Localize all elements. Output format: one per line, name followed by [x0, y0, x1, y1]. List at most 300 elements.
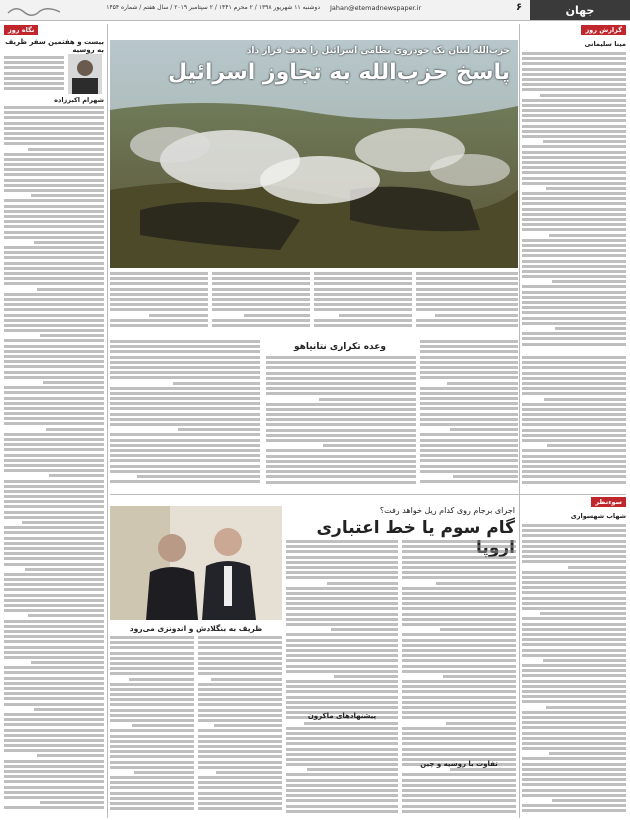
text-line — [522, 52, 626, 55]
left-column-title: بیست و هفتمین سفر ظریف به روسیه — [5, 38, 104, 54]
text-line — [402, 680, 516, 683]
text-line — [4, 749, 104, 752]
text-line — [522, 78, 626, 81]
text-line — [420, 392, 518, 395]
text-line — [198, 797, 282, 800]
text-line — [402, 711, 516, 714]
text-line — [331, 628, 398, 631]
text-line — [4, 173, 104, 176]
text-line — [323, 444, 416, 447]
text-line — [402, 659, 516, 662]
right-column-body-lower — [522, 356, 626, 490]
text-line — [4, 739, 104, 742]
text-line — [286, 789, 398, 792]
text-line — [522, 737, 626, 740]
text-line — [314, 303, 412, 306]
text-line — [402, 545, 516, 548]
text-line — [4, 56, 64, 59]
lead-body-col3 — [212, 272, 310, 334]
lead-headline: پاسخ حزب‌الله به تجاوز اسرائیل — [167, 60, 510, 85]
text-line — [402, 633, 516, 636]
text-line — [4, 454, 104, 457]
middle-story-body-left — [110, 340, 260, 490]
text-line — [402, 716, 516, 719]
text-line — [4, 412, 104, 415]
text-line — [4, 511, 104, 514]
text-line — [4, 142, 104, 145]
text-line — [198, 807, 282, 810]
text-line — [319, 398, 417, 401]
text-line — [402, 566, 516, 569]
text-line — [286, 706, 398, 709]
text-line — [402, 576, 516, 579]
text-line — [110, 470, 260, 473]
text-line — [31, 661, 104, 664]
text-line — [402, 779, 516, 782]
text-line — [402, 550, 516, 553]
text-line — [522, 560, 626, 563]
text-line — [110, 657, 194, 660]
text-line — [286, 649, 398, 652]
text-line — [522, 265, 626, 268]
text-line — [447, 382, 518, 385]
text-line — [4, 573, 104, 576]
text-line — [110, 303, 208, 306]
text-line — [4, 583, 104, 586]
text-line — [4, 433, 104, 436]
text-line — [4, 205, 104, 208]
text-line — [4, 251, 104, 254]
text-line — [522, 322, 626, 325]
text-line — [522, 403, 626, 406]
text-line — [402, 618, 516, 621]
text-line — [110, 786, 194, 789]
text-line — [212, 282, 310, 285]
text-line — [4, 137, 104, 140]
text-line — [4, 246, 104, 249]
text-line — [522, 99, 626, 102]
text-line — [110, 361, 260, 364]
text-line — [522, 130, 626, 133]
text-line — [420, 449, 518, 452]
text-line — [522, 747, 626, 750]
text-line — [137, 475, 260, 478]
text-line — [4, 770, 104, 773]
text-line — [522, 343, 626, 346]
text-line — [34, 708, 104, 711]
text-line — [522, 392, 626, 395]
text-line — [420, 418, 518, 421]
text-line — [402, 810, 516, 813]
text-line — [110, 745, 194, 748]
text-line — [522, 623, 626, 626]
text-line — [110, 636, 194, 639]
text-line — [402, 773, 516, 776]
text-line — [40, 334, 104, 337]
text-line — [522, 597, 626, 600]
text-line — [4, 469, 104, 472]
text-line — [420, 366, 518, 369]
text-line — [4, 158, 104, 161]
text-line — [552, 280, 626, 283]
text-line — [212, 293, 310, 296]
text-line — [327, 582, 398, 585]
text-line — [198, 750, 282, 753]
text-line — [198, 667, 282, 670]
text-line — [522, 680, 626, 683]
text-line — [4, 256, 104, 259]
text-line — [198, 662, 282, 665]
text-line — [4, 760, 104, 763]
text-line — [4, 61, 64, 64]
text-line — [4, 282, 104, 285]
text-line — [286, 742, 398, 745]
text-line — [402, 623, 516, 626]
text-line — [522, 88, 626, 91]
text-line — [522, 591, 626, 594]
text-line — [522, 68, 626, 71]
text-line — [522, 690, 626, 693]
text-line — [266, 408, 416, 411]
text-line — [110, 413, 260, 416]
sub-heading-2: تفاوت با روسیه و چین — [420, 760, 498, 768]
text-line — [546, 706, 626, 709]
text-line — [522, 732, 626, 735]
text-line — [37, 288, 104, 291]
text-line — [522, 125, 626, 128]
text-line — [543, 140, 626, 143]
text-line — [286, 571, 398, 574]
text-line — [4, 578, 104, 581]
text-line — [522, 418, 626, 421]
text-line — [266, 423, 416, 426]
text-line — [420, 397, 518, 400]
text-line — [110, 735, 194, 738]
text-line — [314, 319, 412, 322]
text-line — [198, 729, 282, 732]
text-line — [286, 597, 398, 600]
text-line — [286, 613, 398, 616]
text-line — [307, 768, 398, 771]
text-line — [4, 775, 104, 778]
text-line — [110, 277, 208, 280]
text-line — [522, 244, 626, 247]
text-line — [436, 582, 516, 585]
text-line — [522, 104, 626, 107]
text-line — [286, 644, 398, 647]
text-line — [110, 792, 194, 795]
text-line — [522, 317, 626, 320]
text-line — [522, 109, 626, 112]
text-line — [37, 754, 104, 757]
text-line — [110, 418, 260, 421]
text-line — [314, 324, 412, 327]
text-line — [198, 688, 282, 691]
text-line — [110, 755, 194, 758]
lead-body-col1 — [416, 272, 518, 334]
text-line — [198, 698, 282, 701]
text-line — [4, 324, 104, 327]
text-line — [266, 449, 416, 452]
text-line — [110, 802, 194, 805]
text-line — [110, 729, 194, 732]
text-line — [522, 700, 626, 703]
text-line — [4, 806, 104, 809]
text-line — [4, 443, 104, 446]
text-line — [286, 784, 398, 787]
text-line — [110, 766, 194, 769]
text-line — [4, 127, 104, 130]
text-line — [4, 557, 104, 560]
text-line — [4, 272, 104, 275]
text-line — [402, 727, 516, 730]
text-line — [266, 439, 416, 442]
text-line — [49, 474, 104, 477]
text-line — [402, 701, 516, 704]
text-line — [43, 381, 104, 384]
text-line — [110, 454, 260, 457]
text-line — [4, 220, 104, 223]
text-line — [402, 571, 516, 574]
text-line — [286, 680, 398, 683]
text-line — [110, 672, 194, 675]
text-line — [4, 417, 104, 420]
page-number: ۶ — [515, 2, 523, 13]
text-line — [4, 687, 104, 690]
text-line — [212, 324, 310, 327]
text-line — [522, 638, 626, 641]
text-line — [110, 319, 208, 322]
text-line — [110, 350, 260, 353]
text-line — [402, 685, 516, 688]
second-row-headline: گام سوم یا خط اعتباری — [316, 518, 515, 538]
text-line — [304, 722, 398, 725]
text-line — [568, 566, 626, 569]
text-line — [129, 678, 194, 681]
text-line — [4, 599, 104, 602]
text-line — [198, 740, 282, 743]
text-line — [4, 277, 104, 280]
second-row-right-author: شهاب شهسواری — [570, 512, 626, 520]
text-line — [198, 766, 282, 769]
text-line — [4, 376, 104, 379]
text-line — [4, 604, 104, 607]
text-line — [286, 545, 398, 548]
text-line — [4, 713, 104, 716]
text-line — [522, 356, 626, 359]
text-line — [416, 282, 518, 285]
text-line — [522, 674, 626, 677]
text-line — [522, 449, 626, 452]
text-line — [198, 776, 282, 779]
text-line — [522, 57, 626, 60]
text-line — [402, 607, 516, 610]
text-line — [416, 324, 518, 327]
zarif-lavrov-photo — [110, 506, 282, 620]
text-line — [420, 402, 518, 405]
text-line — [198, 703, 282, 706]
text-line — [212, 288, 310, 291]
text-line — [212, 277, 310, 280]
text-line — [334, 675, 398, 678]
text-line — [4, 225, 104, 228]
text-line — [198, 745, 282, 748]
text-line — [420, 407, 518, 410]
text-line — [110, 761, 194, 764]
text-line — [420, 480, 518, 483]
text-line — [266, 475, 416, 478]
text-line — [4, 236, 104, 239]
text-line — [286, 618, 398, 621]
text-line — [286, 805, 398, 808]
text-line — [110, 282, 208, 285]
text-line — [4, 397, 104, 400]
text-line — [522, 475, 626, 478]
text-line — [420, 356, 518, 359]
text-line — [544, 398, 626, 401]
text-line — [522, 789, 626, 792]
text-line — [402, 665, 516, 668]
text-line — [286, 727, 398, 730]
text-line — [4, 77, 64, 80]
text-line — [522, 223, 626, 226]
text-line — [522, 332, 626, 335]
text-line — [522, 804, 626, 807]
text-line — [216, 771, 282, 774]
text-line — [28, 614, 104, 617]
text-line — [402, 639, 516, 642]
text-line — [4, 765, 104, 768]
text-line — [286, 556, 398, 559]
text-line — [435, 314, 518, 317]
text-line — [522, 534, 626, 537]
text-line — [402, 654, 516, 657]
text-line — [4, 168, 104, 171]
text-line — [522, 270, 626, 273]
second-row-body-c1 — [402, 540, 516, 816]
text-line — [522, 208, 626, 211]
text-line — [4, 734, 104, 737]
text-line — [266, 470, 416, 473]
text-line — [266, 418, 416, 421]
text-line — [266, 460, 416, 463]
text-line — [198, 792, 282, 795]
text-line — [420, 350, 518, 353]
second-row-kicker: اجرای برجام روی کدام ریل خواهد رفت؟ — [379, 506, 515, 515]
left-column-author: شهرام اکبرزاده — [54, 96, 104, 104]
text-line — [173, 382, 260, 385]
text-line — [132, 724, 194, 727]
text-line — [402, 540, 516, 543]
text-line — [4, 485, 104, 488]
text-line — [110, 366, 260, 369]
text-line — [110, 423, 260, 426]
right-column-label: گزارش روز — [581, 25, 626, 35]
text-line — [522, 413, 626, 416]
text-line — [522, 166, 626, 169]
text-line — [522, 695, 626, 698]
text-line — [522, 649, 626, 652]
text-line — [522, 685, 626, 688]
text-line — [522, 423, 626, 426]
text-line — [522, 716, 626, 719]
author-photo — [68, 54, 102, 94]
text-line — [402, 597, 516, 600]
text-line — [402, 587, 516, 590]
text-line — [314, 282, 412, 285]
text-line — [4, 729, 104, 732]
text-line — [286, 670, 398, 673]
text-line — [4, 791, 104, 794]
section-email: Jahan@etemadnewspaper.ir — [330, 4, 422, 12]
text-line — [522, 581, 626, 584]
text-line — [522, 83, 626, 86]
text-line — [440, 628, 516, 631]
text-line — [547, 444, 626, 447]
text-line — [286, 810, 398, 813]
text-line — [4, 210, 104, 213]
text-line — [402, 696, 516, 699]
text-line — [286, 696, 398, 699]
text-line — [4, 677, 104, 680]
text-line — [110, 652, 194, 655]
right-column-author: مینا سلیمانی — [584, 40, 626, 48]
text-line — [420, 459, 518, 462]
text-line — [522, 182, 626, 185]
newspaper-logo — [4, 3, 74, 17]
text-line — [314, 272, 412, 275]
text-line — [416, 319, 518, 322]
text-line — [110, 719, 194, 722]
text-line — [4, 199, 104, 202]
text-line — [549, 752, 626, 755]
text-line — [198, 802, 282, 805]
text-line — [212, 272, 310, 275]
text-line — [286, 799, 398, 802]
text-line — [4, 345, 104, 348]
text-line — [22, 521, 104, 524]
text-line — [522, 337, 626, 340]
text-line — [420, 439, 518, 442]
text-line — [416, 277, 518, 280]
text-line — [540, 612, 626, 615]
text-line — [110, 709, 194, 712]
text-line — [416, 298, 518, 301]
text-line — [416, 303, 518, 306]
text-line — [522, 161, 626, 164]
text-line — [4, 542, 104, 545]
text-line — [522, 617, 626, 620]
text-line — [522, 218, 626, 221]
text-line — [522, 540, 626, 543]
text-line — [4, 718, 104, 721]
text-line — [522, 654, 626, 657]
text-line — [555, 327, 626, 330]
text-line — [402, 742, 516, 745]
text-line — [266, 366, 416, 369]
text-line — [522, 254, 626, 257]
section-tab: جهان — [530, 0, 630, 20]
text-line — [4, 459, 104, 462]
text-line — [402, 670, 516, 673]
text-line — [4, 116, 104, 119]
text-line — [4, 267, 104, 270]
text-line — [4, 82, 64, 85]
text-line — [522, 571, 626, 574]
text-line — [28, 148, 104, 151]
text-line — [4, 480, 104, 483]
text-line — [266, 356, 416, 359]
